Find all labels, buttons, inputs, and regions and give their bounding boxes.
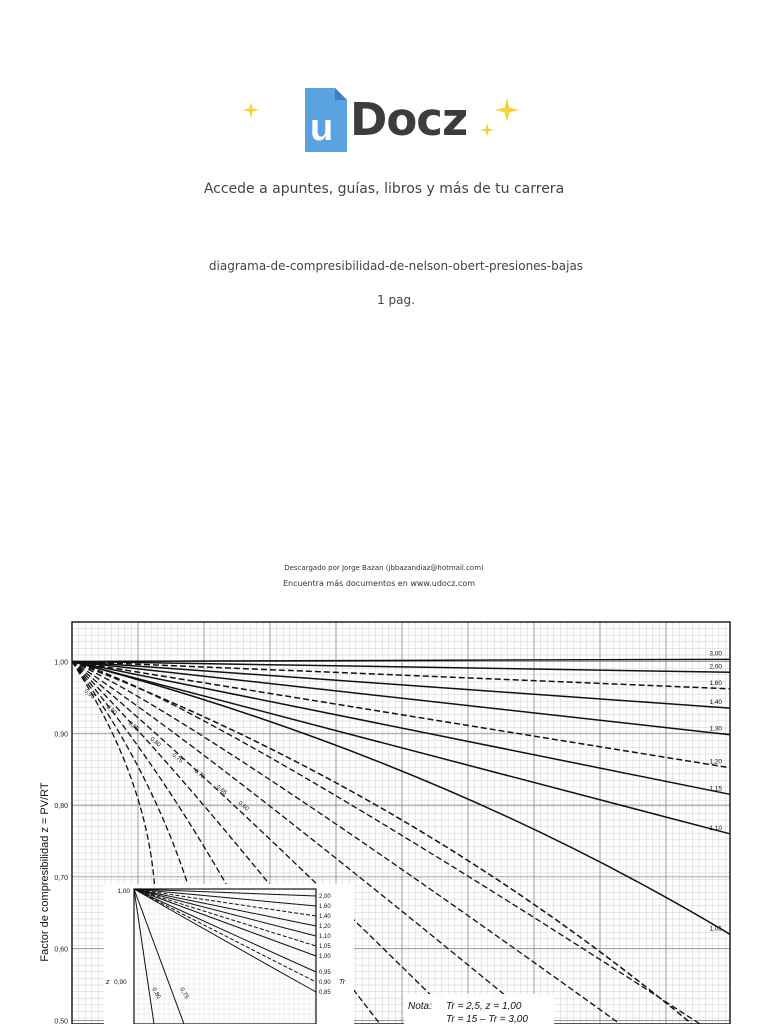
y-tick-label: 0,80 bbox=[54, 803, 68, 811]
series-label: 1,05 bbox=[709, 925, 722, 933]
inset-series-label: 1,20 bbox=[319, 924, 331, 930]
series-label: 0,95 bbox=[82, 688, 96, 701]
document-name: diagrama-de-compresibilidad-de-nelson-obert-presiones-bajas bbox=[208, 259, 584, 273]
inset-series-label: 2,00 bbox=[319, 894, 331, 900]
series-label: 1,20 bbox=[709, 758, 722, 766]
chart-svg bbox=[0, 612, 768, 1024]
series-label: 0,70 bbox=[192, 768, 206, 781]
inset-y-tick: 1,00 bbox=[117, 888, 130, 895]
series-label: 1,60 bbox=[709, 679, 722, 687]
series-label: 1,15 bbox=[709, 785, 722, 793]
inset-z-value: 0,90 bbox=[114, 979, 127, 986]
margin bbox=[0, 612, 72, 1024]
downloaded-by: Descargado por Jorge Bazan (jbbazandiaz@hotmail.com) bbox=[284, 564, 484, 572]
inset-series-label: 1,40 bbox=[319, 914, 331, 920]
y-tick-label: 0,90 bbox=[54, 731, 68, 739]
inset-tr-label: Tr bbox=[339, 979, 346, 986]
inset-series-label: 1,05 bbox=[319, 944, 331, 950]
series-label: 0,90 bbox=[104, 704, 118, 717]
y-tick-label: 0,60 bbox=[54, 946, 68, 954]
inset-z-label: z bbox=[106, 979, 110, 986]
series-line bbox=[72, 661, 730, 672]
inset-series-label: 0,75 bbox=[178, 987, 190, 1001]
series-label: 2,00 bbox=[709, 663, 722, 671]
note-line-2: Tr = 15 – Tr = 3,00 bbox=[446, 1014, 528, 1024]
note-label: Nota: bbox=[408, 1001, 432, 1012]
compressibility-chart bbox=[0, 612, 768, 1024]
series-label: 1,40 bbox=[709, 699, 722, 707]
note-line-1: Tr = 2,5, z = 1,00 bbox=[446, 1001, 522, 1012]
series-label: 0,80 bbox=[148, 736, 162, 749]
page-count: 1 pag. bbox=[377, 293, 415, 307]
y-tick-label: 1,00 bbox=[54, 659, 68, 667]
tagline: Accede a apuntes, guías, libros y más de tu carrera bbox=[203, 181, 565, 197]
y-axis-label: Factor de compresibilidad z = PV/RT bbox=[39, 782, 51, 962]
inset-series-label: 1,60 bbox=[319, 904, 331, 910]
inset-series-label: 1,10 bbox=[319, 934, 331, 940]
y-tick-label: 0,70 bbox=[54, 874, 68, 882]
logo-wordmark: Docz bbox=[350, 93, 468, 146]
logo-u: u bbox=[310, 107, 334, 149]
series-label: 1,30 bbox=[709, 725, 722, 733]
series-label: 0,75 bbox=[170, 752, 184, 765]
find-more-link[interactable]: Encuentra más documentos en www.udocz.com bbox=[282, 579, 476, 588]
chart-note bbox=[404, 994, 554, 1024]
inset-series-label: 0,85 bbox=[319, 990, 331, 996]
sparkle-icon bbox=[480, 123, 494, 137]
inset-series-label: 0,95 bbox=[319, 970, 331, 976]
udocz-logo bbox=[303, 86, 351, 156]
inset-chart bbox=[104, 884, 354, 1024]
series-label: 0,65 bbox=[214, 784, 228, 797]
inset-series-label: 0,90 bbox=[319, 980, 331, 986]
series-label: 1,10 bbox=[709, 824, 722, 832]
series-label: 0,85 bbox=[126, 720, 140, 733]
inset-series-label: 0,80 bbox=[150, 987, 162, 1001]
y-tick-label: 0,50 bbox=[54, 1018, 68, 1024]
series-label: 0,60 bbox=[236, 800, 250, 813]
sparkle-icon bbox=[243, 102, 259, 118]
series-line bbox=[72, 661, 730, 734]
sparkle-icon bbox=[495, 98, 519, 122]
series-label: 3,00 bbox=[709, 650, 722, 658]
inset-series-label: 1,00 bbox=[319, 954, 331, 960]
